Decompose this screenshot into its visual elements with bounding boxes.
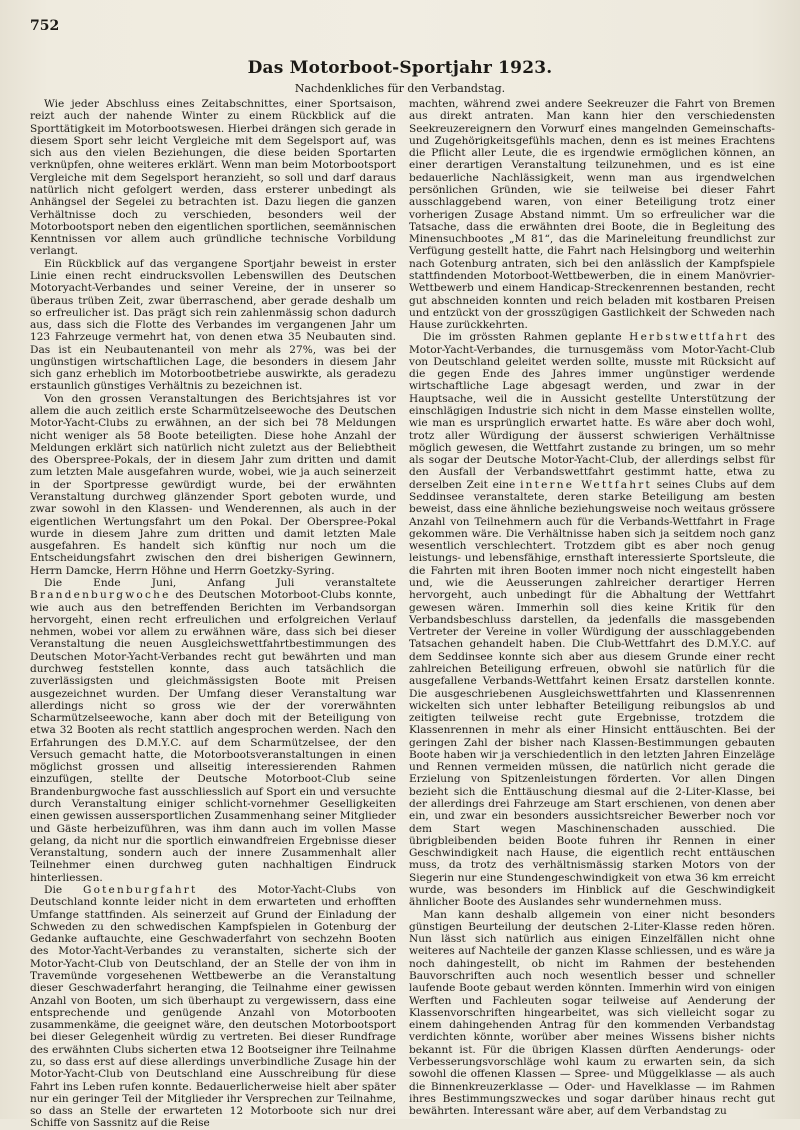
spaced-term: Herbstwettfahrt bbox=[629, 331, 750, 344]
paragraph-text: Die Ende Juni, Anfang Juli veranstaltete bbox=[44, 576, 396, 589]
paragraph: machten, während zwei andere Seekreuzer die Fahrt von Bremen aus direkt antraten. Man kann hier den verschiedensten Seekreuzereignern den Vorwurf eines mangelnden Gemeinschafts- und Zugehörigkeitsgefühls machen, denn es ist meines Erachtens die Pflicht aller Leute, die es irgendwie ermöglichen können, an einer derartigen Veranstaltung teilzunehmen, und es ist eine bedauerliche Nachlässigkeit, wenn man aus irgendwelchen persönlichen Gründen, wie sie teilweise bei dieser Fahrt ausschlaggebend waren, von einer Beteiligung trotz einer vorherigen Zusage Abstand nimmt. Um so erfreulicher war die Tatsache, dass die erwähnten drei Boote, die in Begleitung des Minensuchbootes „M 81“, das die Marineleitung freundlichst zur Verfügung gestellt hatte, die Fahrt nach Helsingborg und weiterhin nach Gotenburg antraten, sich bei den anlässlich der Kampfspiele stattfindenden Motorboot-Wettbewerben, die in einem Manövrier-Wettbewerb und einem Handicap-Streckenrennen bestanden, recht gut abschneiden konnten und reich beladen mit kostbaren Preisen und entzückt von der grosszügigen Gastlichkeit der Schweden nach Hause zurückkehrten. bbox=[409, 98, 775, 332]
paragraph-text: des Deutschen Motorboot-Clubs konnte, wie auch aus den betreffenden Berichten im Verbandsorgan hervorgeht, einen recht erfreulichen und erfolgreichen Verlauf nehmen, wobei vor allem zu erwähnen wäre, dass sich bei dieser Veranstaltung die neuen Ausgleichswettfahrtbestimmungen des Deutschen Motor-Yacht-Verbandes recht gut bewährten und man durchweg feststellen konnte, dass auch tatsächlich die zuverlässigsten und gleichmässigsten Boote mit Preisen ausgezeichnet wurden. Der Umfang dieser Veranstaltung war allerdings nicht so gross wie der der vorerwähnten Scharmützelseewoche, kann aber doch mit der Beteiligung von etwa 32 Booten als recht stattlich angesprochen werden. Nach den Erfahrungen des D.M.Y.C. auf dem Scharmützelsee, der den Versuch gemacht hatte, die Motorbootsveranstaltungen in einen möglichst grossen und allseitig interessierenden Rahmen einzufügen, stellte der Deutsche Motorboot-Club seine Brandenburgwoche fast ausschliesslich auf Sport ein und versuchte durch Veranstaltung einiger schlicht-vornehmer Geselligkeiten einen gewissen aussersportlichen Zusammenhang seiner Mitglieder und Gäste herbeizuführen, was ihm dann auch im vollen Masse gelang, da nicht nur die sportlich einwandfreien Ergebnisse dieser Veranstaltung, sondern auch der innere Zusammenhalt aller Teilnehmer einen durchweg guten nachhaltigen Eindruck hinterliessen. bbox=[30, 589, 396, 884]
spaced-term: interne Wettfahrt bbox=[520, 478, 652, 491]
paragraph bbox=[30, 577, 396, 884]
paragraph: Man kann deshalb allgemein von einer nicht besonders günstigen Beurteilung der deutschen 2-Liter-Klasse reden hören. Nun lässt sich natürlich aus einigen Einzelfällen nicht ohne weiteres auf Nachteile der ganzen Klasse schliessen, und es wäre ja noch dahingestellt, ob nicht im Rahmen der bestehenden Bauvorschriften auch noch wesentlich besser und schneller laufende Boote gebaut werden könnten. Immerhin wird von einigen Werften und Fachleuten sogar teilweise auf Aenderung der Klassenvorschriften hingearbeitet, was sich vielleicht sogar zu einem dahingehenden Antrag für den kommenden Verbandstag verdichten könnte, worüber aber meines Wissens bisher nichts bekannt ist. Für die übrigen Klassen dürften Aenderungs- oder Verbesserungsvorschläge wohl kaum zu erwarten sein, da sich sowohl die offenen Klassen — Spree- und Müggelklasse — als auch die Binnenkreuzerklasse — Oder- und Havelklasse — im Rahmen ihres Bestimmungszweckes und sogar darüber hinaus recht gut bewährten. Interessant wäre aber, auf dem Verbandstag zu bbox=[409, 908, 775, 1118]
paragraph-text: Die im grössten Rahmen geplante bbox=[423, 331, 630, 344]
page-number: 752 bbox=[30, 18, 60, 34]
spaced-term: Gotenburgfahrt bbox=[82, 884, 198, 896]
article-title: Das Motorboot-Sportjahr 1923. bbox=[247, 58, 553, 78]
right-column bbox=[409, 98, 776, 1118]
article-subtitle: Nachdenkliches für den Verbandstag. bbox=[294, 82, 506, 95]
paragraph: Von den grossen Veranstaltungen des Berichtsjahres ist vor allem die auch zeitlich erste Scharmützelseewoche des Deutschen Motor-Yacht-Clubs zu erwähnen, an der sich bei 78 Meldungen nicht weniger als 58 Boote beteiligten. Diese hohe Anzahl der Meldungen erklärt sich natürlich nicht zuletzt aus der Beliebtheit des Oberspree-Pokals, der in diesem Jahr zum dritten und damit zum letzten Male ausgefahren wurde, wobei, wie ja auch seinerzeit in der Sportpresse gewürdigt wurde, bei der erwähnten Veranstaltung durchweg glänzender Sport geboten wurde, und zwar sowohl in den Klassen- und Wenderennen, als auch in der eigentlichen Wertungsfahrt um den Pokal. Der Oberspree-Pokal wurde in diesem Jahre zum dritten und damit letzten Male ausgefahren. Es handelt sich künftig nur noch um die Entscheidungsfahrt zwischen den drei bisherigen Gewinnern, Herrn Damcke, Herrn Höhne und Herrn Goetzky-Syring. bbox=[30, 392, 396, 577]
paragraph-text: Die bbox=[44, 884, 83, 896]
paragraph-text: des Motor-Yacht-Clubs von Deutschland konnte leider nicht in dem erwarteten und erhofften Umfange stattfinden. Als seinerzeit auf Grund der Einladung der Schweden zu den schwedischen Kampfspielen in Gotenburg der Gedanke auftauchte, eine Geschwaderfahrt von sechzehn Booten des Motor-Yacht-Verbandes zu veranstalten, sicherte sich der Motor-Yacht-Club von Deutschland, der an Stelle der von ihm in Travemünde vorgesehenen Wettbewerbe an die Veranstaltung dieser Geschwaderfahrt heranging, die Teilnahme einer gewissen Anzahl von Booten, um sich überhaupt zu vergewissern, dass eine entsprechende und genügende Anzahl von Motorbooten zusammenkäme, die geeignet wäre, den deutschen Motorbootsport bei dieser Gelegenheit würdig zu vertreten. Bei dieser Rundfrage des erwähnten Clubs sicherten etwa 12 Bootseigner ihre Teilnahme zu, so dass erst auf diese allerdings unverbindliche Zusage hin der Motor-Yacht-Club von Deutschland eine Ausschreibung für diese Fahrt ins Leben rufen konnte. Bedauerlicherweise hielt aber später nur ein geringer Teil der Mitglieder ihr Versprechen zur Teilnahme, so dass an Stelle der erwarteten 12 Motorboote sich nur drei Schiffe von Sassnitz auf die Reise bbox=[30, 884, 396, 1130]
paragraph bbox=[409, 331, 775, 908]
spaced-term: Brandenburgwoche bbox=[30, 589, 171, 602]
paragraph-text: seines Clubs auf dem Seddinsee veranstaltete, deren starke Beteiligung am besten beweist, dass eine ähnliche beziehungsweise noch weitaus grössere Anzahl von Teilnehmern auch für die Verbands-Wettfahrt in Frage gekommen wäre. Die Verhältnisse haben sich ja seitdem noch ganz wesentlich verschlechtert. Trotzdem gibt es aber noch genug leistungs- und lebensfähige, ernsthaft interessierte Sportsleute, die die Fahrten mit ihren Booten immer noch nicht eingestellt haben und, wie die Aeusserungen zahlreicher derartiger Herren hervorgeht, auch unbedingt für die Abhaltung der Wettfahrt gewesen wären. Immerhin soll dies keine Kritik für den Verbandsbeschluss darstellen, da jedenfalls die massgebenden Vertreter der Vereine in voller Würdigung der ausschlaggebenden Tatsachen gehandelt haben. Die Club-Wettfahrt des D.M.Y.C. auf dem Seddinsee konnte sich aber aus diesem Grunde einer recht zahlreichen Beteiligung erfreuen, obwohl sie natürlich für die ausgefallene Verbands-Wettfahrt keinen Ersatz darstellen konnte. Die ausgeschriebenen Ausgleichswettfahrten und Klassenrennen wickelten sich unter lebhafter Beteiligung reibungslos ab und zeitigten teilweise recht gute Ergebnisse, trotzdem die Klassenrennen in mehr als einer Hinsicht enttäuschten. Bei der geringen Zahl der bisher nach Klassen-Bestimmungen gebauten Boote haben wir ja verschiedentlich in den letzten Jahren Einzeläge und Rennen vermeiden müssen, die natürlich nicht gerade die Erzielung von Spitzenleistungen förderten. Vor allen Dingen bezieht sich die Enttäuschung diesmal auf die 2-Liter-Klasse, bei der allerdings drei Fahrzeuge am Start erschienen, von denen aber ein, und zwar ein besonders aussichtsreicher Bewerber noch vor dem Start wegen Maschinenschaden ausschied. Die übrigbleibenden beiden Boote fuhren ihr Rennen in einer Geschwindigkeit nach Hause, die eigentlich recht enttäuschen muss, da trotz des verhältnismässig starken Motors von der Siegerin nur eine Stundengeschwindigkeit von etwa 36 km erreicht wurde, was besonders im Hinblick auf die Geschwindigkeit ähnlicher Boote des Auslandes sehr wundernehmen muss. bbox=[409, 478, 776, 909]
left-column bbox=[30, 98, 396, 1130]
paragraph bbox=[30, 884, 396, 1130]
paragraph: Ein Rückblick auf das vergangene Sportjahr beweist in erster Linie einen recht eindrucksvollen Lebenswillen des Deutschen Motoryacht-Verbandes und seiner Vereine, der in unserer so überaus trüben Zeit, zwar überraschend, aber gerade deshalb um so erfreulicher ist. Das prägt sich rein zahlenmässig schon dadurch aus, dass sich die Flotte des Verbandes im vergangenen Jahr um 123 Fahrzeuge vermehrt hat, von denen etwa 35 Neubauten sind. Das ist ein Neubautenanteil von mehr als 27%, was bei der ungünstigen wirtschaftlichen Lage, die besonders in diesem Jahr sich ganz erheblich im Motorbootbetriebe auswirkte, als geradezu erstaunlich günstiges Verhältnis zu bezeichnen ist. bbox=[30, 257, 396, 393]
paragraph-text: des Motor-Yacht-Verbandes, die turnusgemäss vom Motor-Yacht-Club von Deutschland geleitet werden sollte, musste mit Rücksicht auf die gegen Ende des Jahres immer ungünstiger werdende wirtschaftliche Lage abgesagt werden, und zwar in der Hauptsache, weil die in Aussicht gestellte Unterstützung der einschlägigen Industrie sich nicht in dem Masse einstellen wollte, wie man es ursprünglich erwartet hatte. Es wäre aber doch wohl, trotz aller Würdigung der äusserst schwierigen Verhältnisse möglich gewesen, die Wettfahrt zustande zu bringen, um so mehr als sogar der Deutsche Motor-Yacht-Club, der allerdings selbst für den Ausfall der Verbandswettfahrt gestimmt hatte, etwa zu derselben Zeit eine bbox=[409, 331, 775, 491]
paragraph: Wie jeder Abschluss eines Zeitabschnittes, einer Sportsaison, reizt auch der nahende Winter zu einem Rückblick auf die Sporttätigkeit im Motorbootswesen. Hierbei drängen sich gerade in diesem Sport sehr leicht Vergleiche mit dem Segelsport auf, was sich aus den vielen Beziehungen, die diese beiden Sportarten verknüpfen, ohne weiteres erklärt. Wenn man beim Motorbootsport Vergleiche mit dem Segelsport heranzieht, so soll und darf daraus natürlich nicht gefolgert werden, dass ersterer unbedingt als Anhängsel der Segelei zu betrachten ist. Dazu liegen die ganzen Verhältnisse doch zu verschieden, besonders weil der Motorbootsport neben den eigentlichen sportlichen, seemännischen Kenntnissen vor allem auch gründliche technische Vorbildung verlangt. bbox=[30, 98, 396, 258]
